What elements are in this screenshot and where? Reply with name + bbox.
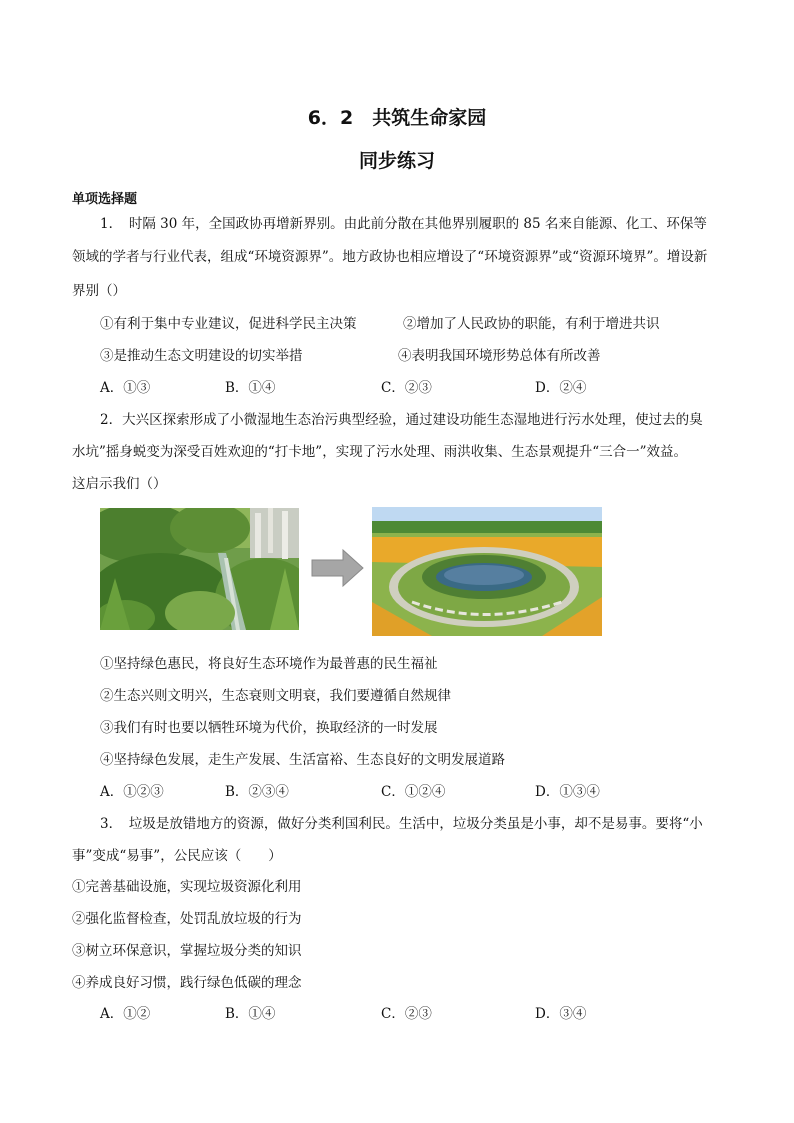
section-heading: 单项选择题 xyxy=(72,192,138,207)
q2-statement-3: ③我们有时也要以牺牲环境为代价，换取经济的一时发展 xyxy=(100,720,438,736)
q2-line-2: 水坑”摇身蜕变为深受百姓欢迎的“打卡地”，实现了污水处理、雨洪收集、生态景观提升“三合一”效益。 xyxy=(72,444,688,460)
page-title: 6．2 共筑生命家园 xyxy=(307,107,487,129)
q2-statement-4: ④坚持绿色发展，走生产发展、生活富裕、生态良好的文明发展道路 xyxy=(100,752,505,768)
q1-statement-4: ④表明我国环境形势总体有所改善 xyxy=(398,348,601,364)
q1-statement-1: ①有利于集中专业建议，促进科学民主决策 xyxy=(100,316,357,332)
q3-option-c[interactable]: C．②③ xyxy=(381,1006,432,1022)
after-photo xyxy=(372,507,602,636)
q2-option-a[interactable]: A．①②③ xyxy=(100,784,164,800)
before-photo xyxy=(100,508,299,630)
q1-option-a[interactable]: A．①③ xyxy=(100,380,151,396)
q1-line-2: 领域的学者与行业代表，组成“环境资源界”。地方政协也相应增设了“环境资源界”或“资源环境界”。增设新 xyxy=(72,249,708,265)
q3-statement-1: ①完善基础设施，实现垃圾资源化利用 xyxy=(72,879,302,895)
q3-statement-2: ②强化监督检查，处罚乱放垃圾的行为 xyxy=(72,911,302,927)
q2-option-d[interactable]: D．①③④ xyxy=(535,784,600,800)
q2-option-c[interactable]: C．①②④ xyxy=(381,784,446,800)
q3-line-1: 3． 垃圾是放错地方的资源，做好分类利国利民。生活中，垃圾分类虽是小事，却不是易事。要将“小 xyxy=(100,816,703,832)
q2-statement-2: ②生态兴则文明兴，生态衰则文明衰，我们要遵循自然规律 xyxy=(100,688,451,704)
q3-statement-3: ③树立环保意识，掌握垃圾分类的知识 xyxy=(72,943,302,959)
q3-line-2: 事”变成“易事”，公民应该（ ） xyxy=(72,848,282,864)
q2-statement-1: ①坚持绿色惠民，将良好生态环境作为最普惠的民生福祉 xyxy=(100,656,438,672)
q1-option-c[interactable]: C．②③ xyxy=(381,380,432,396)
q3-option-d[interactable]: D．③④ xyxy=(535,1006,587,1022)
q1-option-d[interactable]: D．②④ xyxy=(535,380,587,396)
transformation-arrow-icon xyxy=(311,548,365,592)
page-subtitle: 同步练习 xyxy=(358,150,435,172)
q1-line-1: 1． 时隔 30 年，全国政协再增新界别。由此前分散在其他界别履职的 85 名来自能源、化工、环保等 xyxy=(100,216,707,232)
q1-statement-3: ③是推动生态文明建设的切实举措 xyxy=(100,348,303,364)
q1-line-3: 界别（） xyxy=(72,283,126,299)
q1-option-b[interactable]: B．①④ xyxy=(225,380,276,396)
q2-option-b[interactable]: B．②③④ xyxy=(225,784,289,800)
q3-option-a[interactable]: A．①② xyxy=(100,1006,151,1022)
q3-statement-4: ④养成良好习惯，践行绿色低碳的理念 xyxy=(72,975,302,991)
q3-option-b[interactable]: B．①④ xyxy=(225,1006,276,1022)
q2-line-3: 这启示我们（） xyxy=(72,476,167,492)
q1-statement-2: ②增加了人民政协的职能，有利于增进共识 xyxy=(403,316,660,332)
q2-line-1: 2．大兴区探索形成了小微湿地生态治污典型经验，通过建设功能生态湿地进行污水处理，使过去的臭 xyxy=(100,412,703,428)
